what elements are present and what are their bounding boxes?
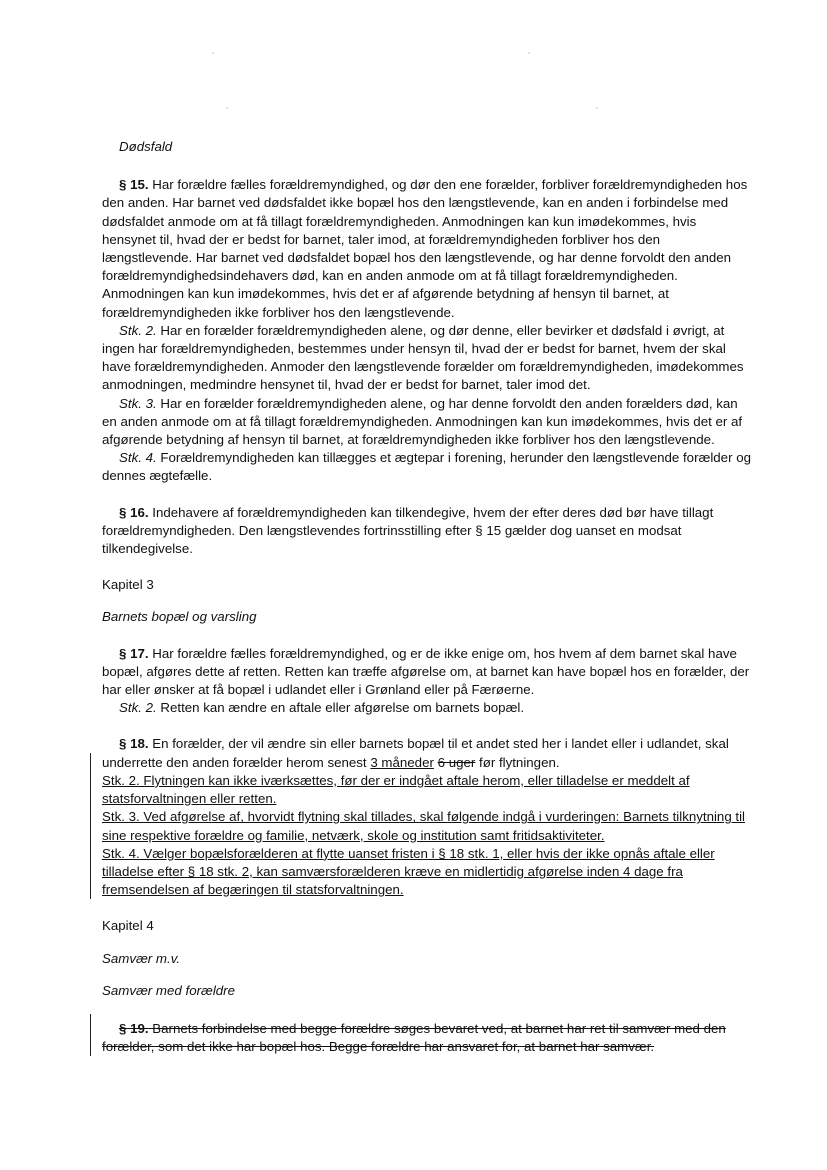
- chapter-label-4: Kapitel 4: [102, 918, 154, 934]
- paragraph-17-stk-2: [102, 699, 752, 717]
- change-bar: [90, 753, 91, 899]
- paragraph-15-stk-3: [102, 395, 752, 450]
- paragraph-18-stk-2-inserted: Stk. 2. Flytningen kan ikke iværksættes, før der er indgået aftale herom, eller tilladelse er meddelt af statsforvaltningen eller retten.: [102, 772, 690, 807]
- paragraph-text: Barnets forbindelse med begge forældre søges bevaret ved, at barnet har ret til samvær med den forælder, som det ikke har bopæl hos. Begge forældre har ansvaret for, at barnet har samvær.: [102, 1020, 726, 1055]
- section-heading-doedsfald: Dødsfald: [119, 139, 173, 154]
- paragraph-mark: § 16.: [119, 504, 149, 520]
- scan-speck: [596, 107, 598, 109]
- chapter-title-4: Samvær m.v.: [102, 950, 181, 966]
- paragraph-16: [102, 504, 752, 559]
- paragraph-text: En forælder, der vil ændre sin eller barnets bopæl til et andet sted her i landet eller i udlandet, skal underrette den anden forælder herom senest: [102, 736, 729, 770]
- chapter-label-3: Kapitel 3: [102, 577, 154, 593]
- stk-text: Forældremyndigheden kan tillægges et ægtepar i forening, herunder den længstlevende forælder og dennes ægtefælle.: [102, 450, 751, 484]
- stk-text: Har en forælder forældremyndigheden alene, og har denne forvoldt den anden forælders død, kan en anden anmode om at få tillagt forældremyndigheden. Anmodningen kan kun imødekommes, hvis det er af afgørende betydning af hensyn til barnet, at forældremyndigheden ikke forbliver hos den længstlevende.: [102, 395, 743, 448]
- stk-label: Stk. 2.: [119, 322, 157, 338]
- paragraph-19-deleted: [102, 1020, 752, 1056]
- stk-text: Har en forælder forældremyndigheden alene, og dør denne, eller bevirker et dødsfald i øvrigt, at ingen har forældremyndigheden, bestemmes under hensyn til, hvad der er bedst for barnet, hvem der skal have forældremyndigheden. Anmoder den længstlevende forælder om forældremyndigheden, imødekommes anmodningen, medmindre hensynet til, hvad der er bedst for barnet, taler imod det.: [102, 322, 744, 393]
- paragraph-18-stk-3-inserted: Stk. 3. Ved afgørelse af, hvorvidt flytning skal tillades, skal følgende indgå i vurderingen: Barnets tilknytning til sine respektive forældre og familie, netværk, skole og institution samt fritidsaktiviteter.: [102, 809, 746, 843]
- change-bar: [90, 1014, 91, 1056]
- paragraph-15-stk-4: [102, 449, 752, 485]
- paragraph-text: Har forældre fælles forældremyndighed, og dør den ene forælder, forbliver forældremyndigheden hos den anden. Har barnet ved dødsfaldet ikke bopæl hos den længstlevende, kan en anden i forbindelse med dødsfaldet anmode om at få tillagt forældremyndigheden. Anmodningen kan kun imødekommes, hvis hensynet til, hvad der er bedst for barnet, taler imod, at forældremyndigheden forbliver hos den længstlevende. Har barnet ved dødsfaldet bopæl hos den længstlevende, og har denne forvoldt den anden forældremyndighedsindehavers død, kan en anden anmode om at få tillagt forældremyndigheden. Anmodningen kan kun imødekommes, hvis det er af afgørende betydning af hensyn til barnet, at forældremyndigheden ikke forbliver hos den længstlevende.: [102, 177, 748, 320]
- paragraph-18-tracked-changes: [102, 735, 752, 899]
- paragraph-18-stk-4-inserted: Stk. 4. Vælger bopælsforælderen at flytte uanset fristen i § 18 stk. 1, eller hvis der ikke opnås aftale eller tilladelse efter § 18 stk. 2, kan samværsforælderen kræve en midlertidig afgørelse inden 4 dage fra fremsendelsen af begæringen til statsforvaltningen.: [102, 845, 715, 898]
- paragraph-15-stk-2: [102, 322, 752, 395]
- paragraph-15: [102, 176, 752, 322]
- paragraph-mark: § 18.: [119, 736, 149, 752]
- scan-speck: [212, 52, 214, 54]
- stk-label: Stk. 4.: [119, 450, 157, 466]
- stk-label: Stk. 2.: [119, 700, 157, 716]
- section-heading-samvaer: Samvær med forældre: [102, 982, 236, 998]
- inserted-text: 3 måneder: [370, 754, 434, 770]
- stk-text: Retten kan ændre en aftale eller afgørelse om barnets bopæl.: [156, 700, 525, 716]
- paragraph-mark: § 17.: [119, 645, 149, 661]
- paragraph-18: [102, 735, 752, 771]
- paragraph-17: [102, 645, 752, 700]
- paragraph-text: før flytningen.: [475, 754, 560, 770]
- paragraph-mark: § 15.: [119, 177, 149, 193]
- scan-speck: [226, 107, 228, 109]
- paragraph-text: Indehavere af forældremyndigheden kan tilkendegive, hvem der efter deres død bør have tillagt forældremyndigheden. Den længstlevendes fortrinsstilling efter § 15 gælder dog uanset en modsat tilkendegivelse.: [102, 504, 714, 557]
- deleted-text: 6 uger: [437, 754, 476, 770]
- paragraph-19-tracked-changes: [102, 1020, 752, 1056]
- chapter-title-3: Barnets bopæl og varsling: [102, 609, 257, 625]
- paragraph-mark: § 19.: [119, 1020, 149, 1036]
- paragraph-text: Har forældre fælles forældremyndighed, og er de ikke enige om, hos hvem af dem barnet skal have bopæl, afgøres dette af retten. Retten kan træffe afgørelse om, at barnet kan have bopæl hos en forælder, der har eller ønsker at få bopæl i udlandet eller i Grønland eller på Færøerne.: [102, 645, 750, 698]
- document-page: [102, 138, 752, 1056]
- stk-label: Stk. 3.: [119, 395, 157, 411]
- scan-speck: [528, 52, 530, 54]
